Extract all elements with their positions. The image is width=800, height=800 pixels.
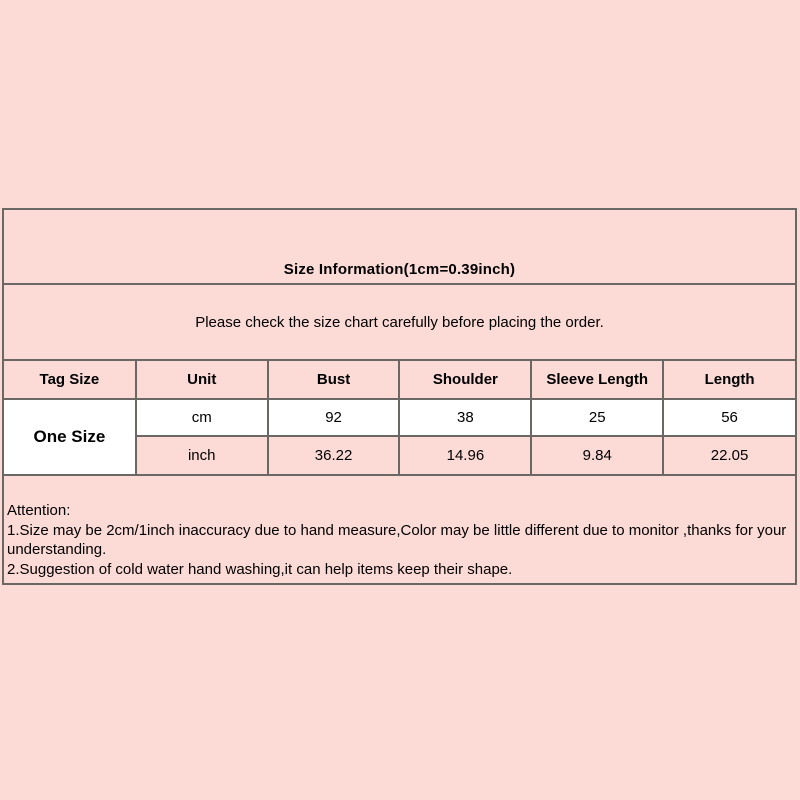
- shoulder-cell-inch: 14.96: [399, 436, 531, 475]
- sleeve-length-cell-cm: 25: [531, 399, 663, 436]
- sleeve-length-cell-inch: 9.84: [531, 436, 663, 475]
- attention-note: 2.Suggestion of cold water hand washing,it can help items keep their shape.: [7, 560, 513, 578]
- unit-cell-inch: inch: [136, 436, 268, 475]
- attention-heading: Attention:: [7, 502, 71, 519]
- column-header-length: Length: [663, 361, 795, 399]
- size-table: [4, 361, 795, 476]
- column-header-sleeve-length: Sleeve Length: [531, 361, 663, 399]
- attention-section: [4, 476, 795, 583]
- shoulder-cell-cm: 38: [399, 399, 531, 436]
- column-header-shoulder: Shoulder: [399, 361, 531, 399]
- unit-cell-cm: cm: [136, 399, 268, 436]
- size-chart-title: Size Information(1cm=0.39inch): [4, 210, 795, 285]
- bust-cell-inch: 36.22: [268, 436, 400, 475]
- column-header-unit: Unit: [136, 361, 268, 399]
- length-cell-inch: 22.05: [663, 436, 795, 475]
- tag-size-value: One Size: [4, 399, 136, 475]
- size-chart-panel: [2, 208, 797, 585]
- length-cell-cm: 56: [663, 399, 795, 436]
- size-table-header-row: [4, 361, 795, 399]
- column-header-tag-size: Tag Size: [4, 361, 136, 399]
- bust-cell-cm: 92: [268, 399, 400, 436]
- size-chart-subtitle: Please check the size chart carefully before placing the order.: [4, 285, 795, 361]
- column-header-bust: Bust: [268, 361, 400, 399]
- attention-note: 1.Size may be 2cm/1inch inaccuracy due to hand measure,Color may be little different due to monitor ,thanks for your understanding.: [7, 521, 787, 558]
- size-row-cm: [4, 399, 795, 436]
